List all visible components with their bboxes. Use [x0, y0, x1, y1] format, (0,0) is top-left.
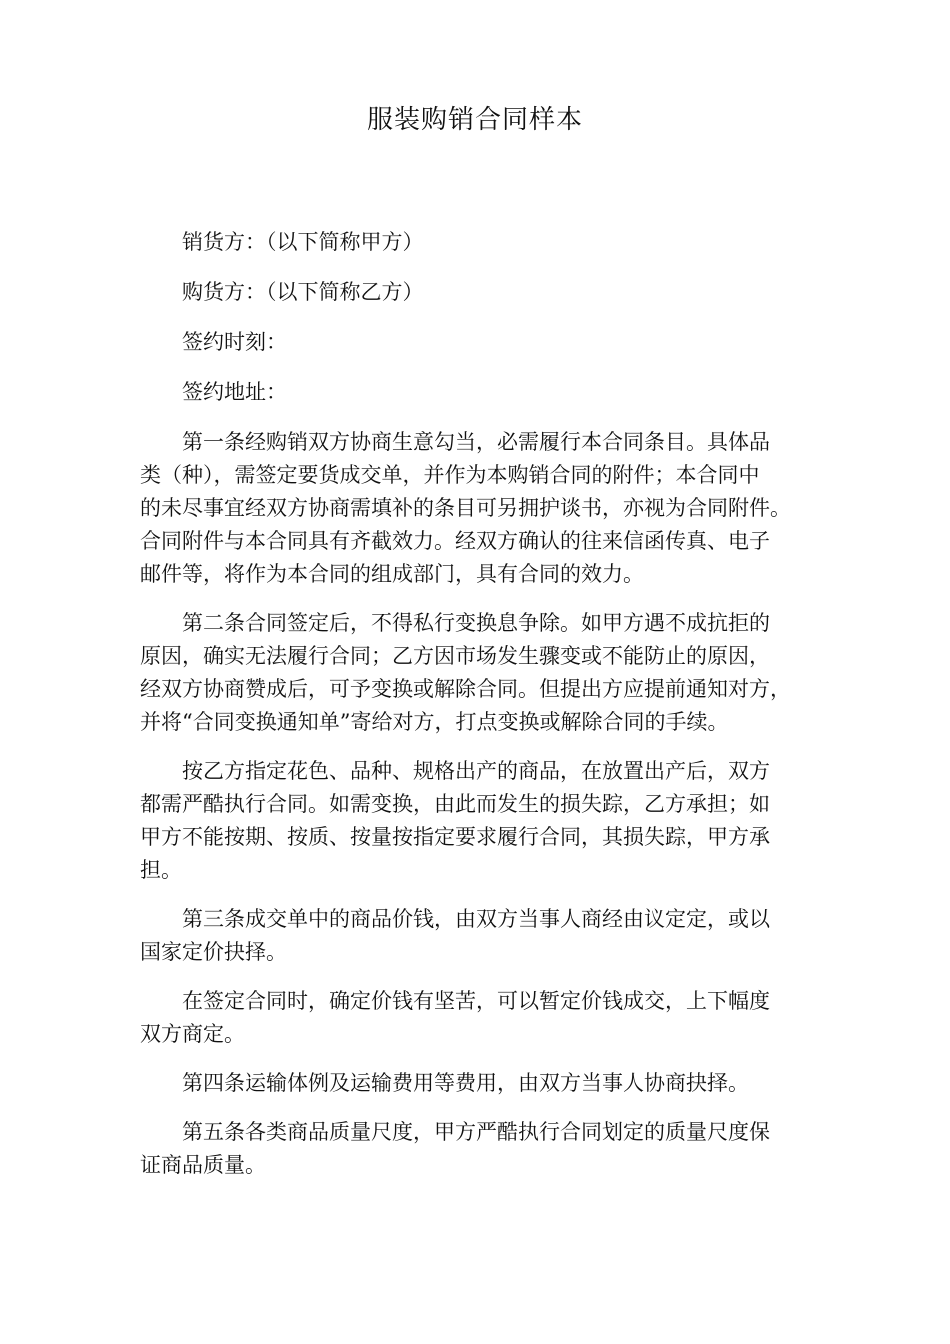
- paragraph-line: 证商品质量。: [140, 1153, 266, 1177]
- paragraph-line: 都需严酷执行合同。如需变换，由此而发生的损失踪，乙方承担；如: [140, 792, 770, 816]
- paragraph-line: 并将“合同变换通知单”寄给对方，打点变换或解除合同的手续。: [140, 710, 729, 734]
- paragraph-line: 国家定价抉择。: [140, 940, 287, 964]
- paragraph-line: 担。: [140, 858, 182, 882]
- paragraph-line: 经双方协商赞成后，可予变换或解除合同。但提出方应提前通知对方，: [140, 677, 791, 701]
- paragraph-line: 双方商定。: [140, 1022, 245, 1046]
- field-signing-address: 签约地址：: [182, 380, 287, 404]
- paragraph-article-4: [140, 1067, 820, 1100]
- paragraph-line: 的未尽事宜经双方协商需填补的条目可另拥护谈书，亦视为合同附件。: [140, 496, 791, 520]
- paragraph-article-3: [140, 903, 820, 969]
- paragraph-line: 第四条运输体例及运输费用等费用，由双方当事人协商抉择。: [182, 1071, 749, 1095]
- document-body: [140, 226, 820, 1198]
- paragraph-line: 甲方不能按期、按质、按量按指定要求履行合同，其损失踪，甲方承: [140, 825, 770, 849]
- field-buyer: 购货方：（以下简称乙方）: [182, 280, 424, 304]
- paragraph-line: 按乙方指定花色、品种、规格出产的商品，在放置出产后，双方: [182, 759, 770, 783]
- paragraph-line: 类（种），需签定要货成交单，并作为本购销合同的附件；本合同中: [140, 463, 760, 487]
- field-seller: 销货方：（以下简称甲方）: [182, 230, 424, 254]
- paragraph-article-1: [140, 426, 820, 591]
- paragraph-line: 邮件等，将作为本合同的组成部门，具有合同的效力。: [140, 562, 644, 586]
- paragraph-line: 第一条经购销双方协商生意勾当，必需履行本合同条目。具体品: [182, 430, 770, 454]
- paragraph-line: 第三条成交单中的商品价钱，由双方当事人商经由议定定，或以: [182, 907, 770, 931]
- paragraph-line: 原因，确实无法履行合同；乙方因市场发生骤变或不能防止的原因，: [140, 644, 770, 668]
- paragraph-article-2-supplement: [140, 755, 820, 887]
- paragraph-line: 合同附件与本合同具有齐截效力。经双方确认的往来信函传真、电子: [140, 529, 770, 553]
- paragraph-article-3-supplement: [140, 985, 820, 1051]
- document-title: 服装购销合同样本: [366, 105, 583, 135]
- paragraph-article-2: [140, 607, 820, 739]
- paragraph-line: 在签定合同时，确定价钱有坚苦，可以暂定价钱成交，上下幅度: [182, 989, 770, 1013]
- paragraph-article-5: [140, 1116, 820, 1182]
- field-signing-time: 签约时刻：: [182, 330, 287, 354]
- paragraph-line: 第五条各类商品质量尺度，甲方严酷执行合同划定的质量尺度保: [182, 1120, 770, 1144]
- paragraph-line: 第二条合同签定后，不得私行变换息争除。如甲方遇不成抗拒的: [182, 611, 770, 635]
